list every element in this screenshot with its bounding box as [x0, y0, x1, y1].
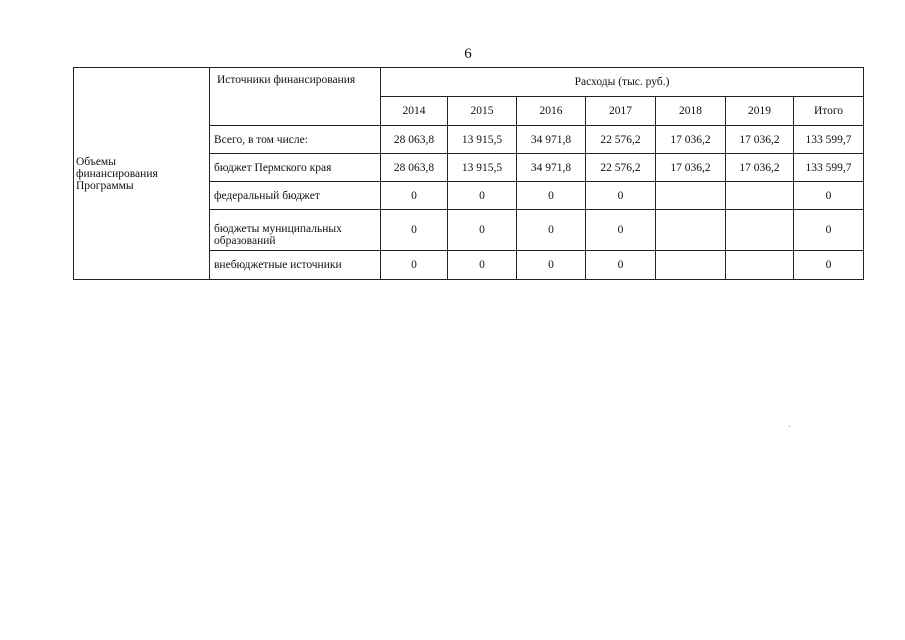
table-cell: [726, 210, 794, 251]
table-cell: [656, 251, 726, 280]
table-cell: 0: [586, 182, 656, 210]
table-cell: 0: [381, 251, 448, 280]
table-cell: 17 036,2: [656, 126, 726, 154]
table-cell: 0: [381, 182, 448, 210]
table-cell: 0: [381, 210, 448, 251]
expenses-header: Расходы (тыс. руб.): [381, 68, 864, 97]
table-cell: 22 576,2: [586, 126, 656, 154]
table-cell: 0: [794, 182, 864, 210]
table-cell: [656, 182, 726, 210]
program-label-line: Объемы: [76, 155, 116, 168]
row-label-line: образований: [214, 235, 276, 247]
table-cell: 28 063,8: [381, 154, 448, 182]
program-label-line: финансирования: [76, 167, 158, 180]
table-cell: 133 599,7: [794, 154, 864, 182]
table-cell: 17 036,2: [726, 126, 794, 154]
table-cell: 0: [448, 210, 517, 251]
table-cell: 17 036,2: [726, 154, 794, 182]
table-cell: [726, 251, 794, 280]
table-cell: 0: [794, 210, 864, 251]
program-financing-label: [74, 68, 210, 280]
table-cell: 133 599,7: [794, 126, 864, 154]
table-cell: [656, 210, 726, 251]
table-cell: 0: [448, 251, 517, 280]
row-label-extrabudgetary: внебюджетные источники: [210, 251, 381, 280]
row-label-line: бюджеты муниципальных: [214, 223, 342, 235]
table-cell: 0: [517, 182, 586, 210]
scan-speck: [789, 426, 790, 427]
table-cell: 34 971,8: [517, 126, 586, 154]
table-cell: 22 576,2: [586, 154, 656, 182]
year-header: 2019: [726, 97, 794, 126]
page-number: 6: [464, 46, 472, 62]
table-cell: 13 915,5: [448, 154, 517, 182]
row-label-federal-budget: федеральный бюджет: [210, 182, 381, 210]
table-cell: 0: [448, 182, 517, 210]
program-label-line: Программы: [76, 179, 134, 192]
table-cell: 34 971,8: [517, 154, 586, 182]
total-header: Итого: [794, 97, 864, 126]
table-cell: 0: [517, 251, 586, 280]
table-cell: 0: [794, 251, 864, 280]
year-header: 2014: [381, 97, 448, 126]
year-header: 2016: [517, 97, 586, 126]
table-cell: [726, 182, 794, 210]
table-cell: 17 036,2: [656, 154, 726, 182]
table-cell: 0: [586, 251, 656, 280]
year-header: 2017: [586, 97, 656, 126]
year-header: 2018: [656, 97, 726, 126]
table-cell: 28 063,8: [381, 126, 448, 154]
sources-header: Источники финансирования: [210, 68, 381, 126]
table-cell: 13 915,5: [448, 126, 517, 154]
table-cell: 0: [586, 210, 656, 251]
row-label-perm-budget: бюджет Пермского края: [210, 154, 381, 182]
year-header: 2015: [448, 97, 517, 126]
table-cell: 0: [517, 210, 586, 251]
row-label-total: Всего, в том числе:: [210, 126, 381, 154]
financing-table: [73, 67, 864, 280]
row-label-municipal-budgets: [210, 210, 381, 251]
